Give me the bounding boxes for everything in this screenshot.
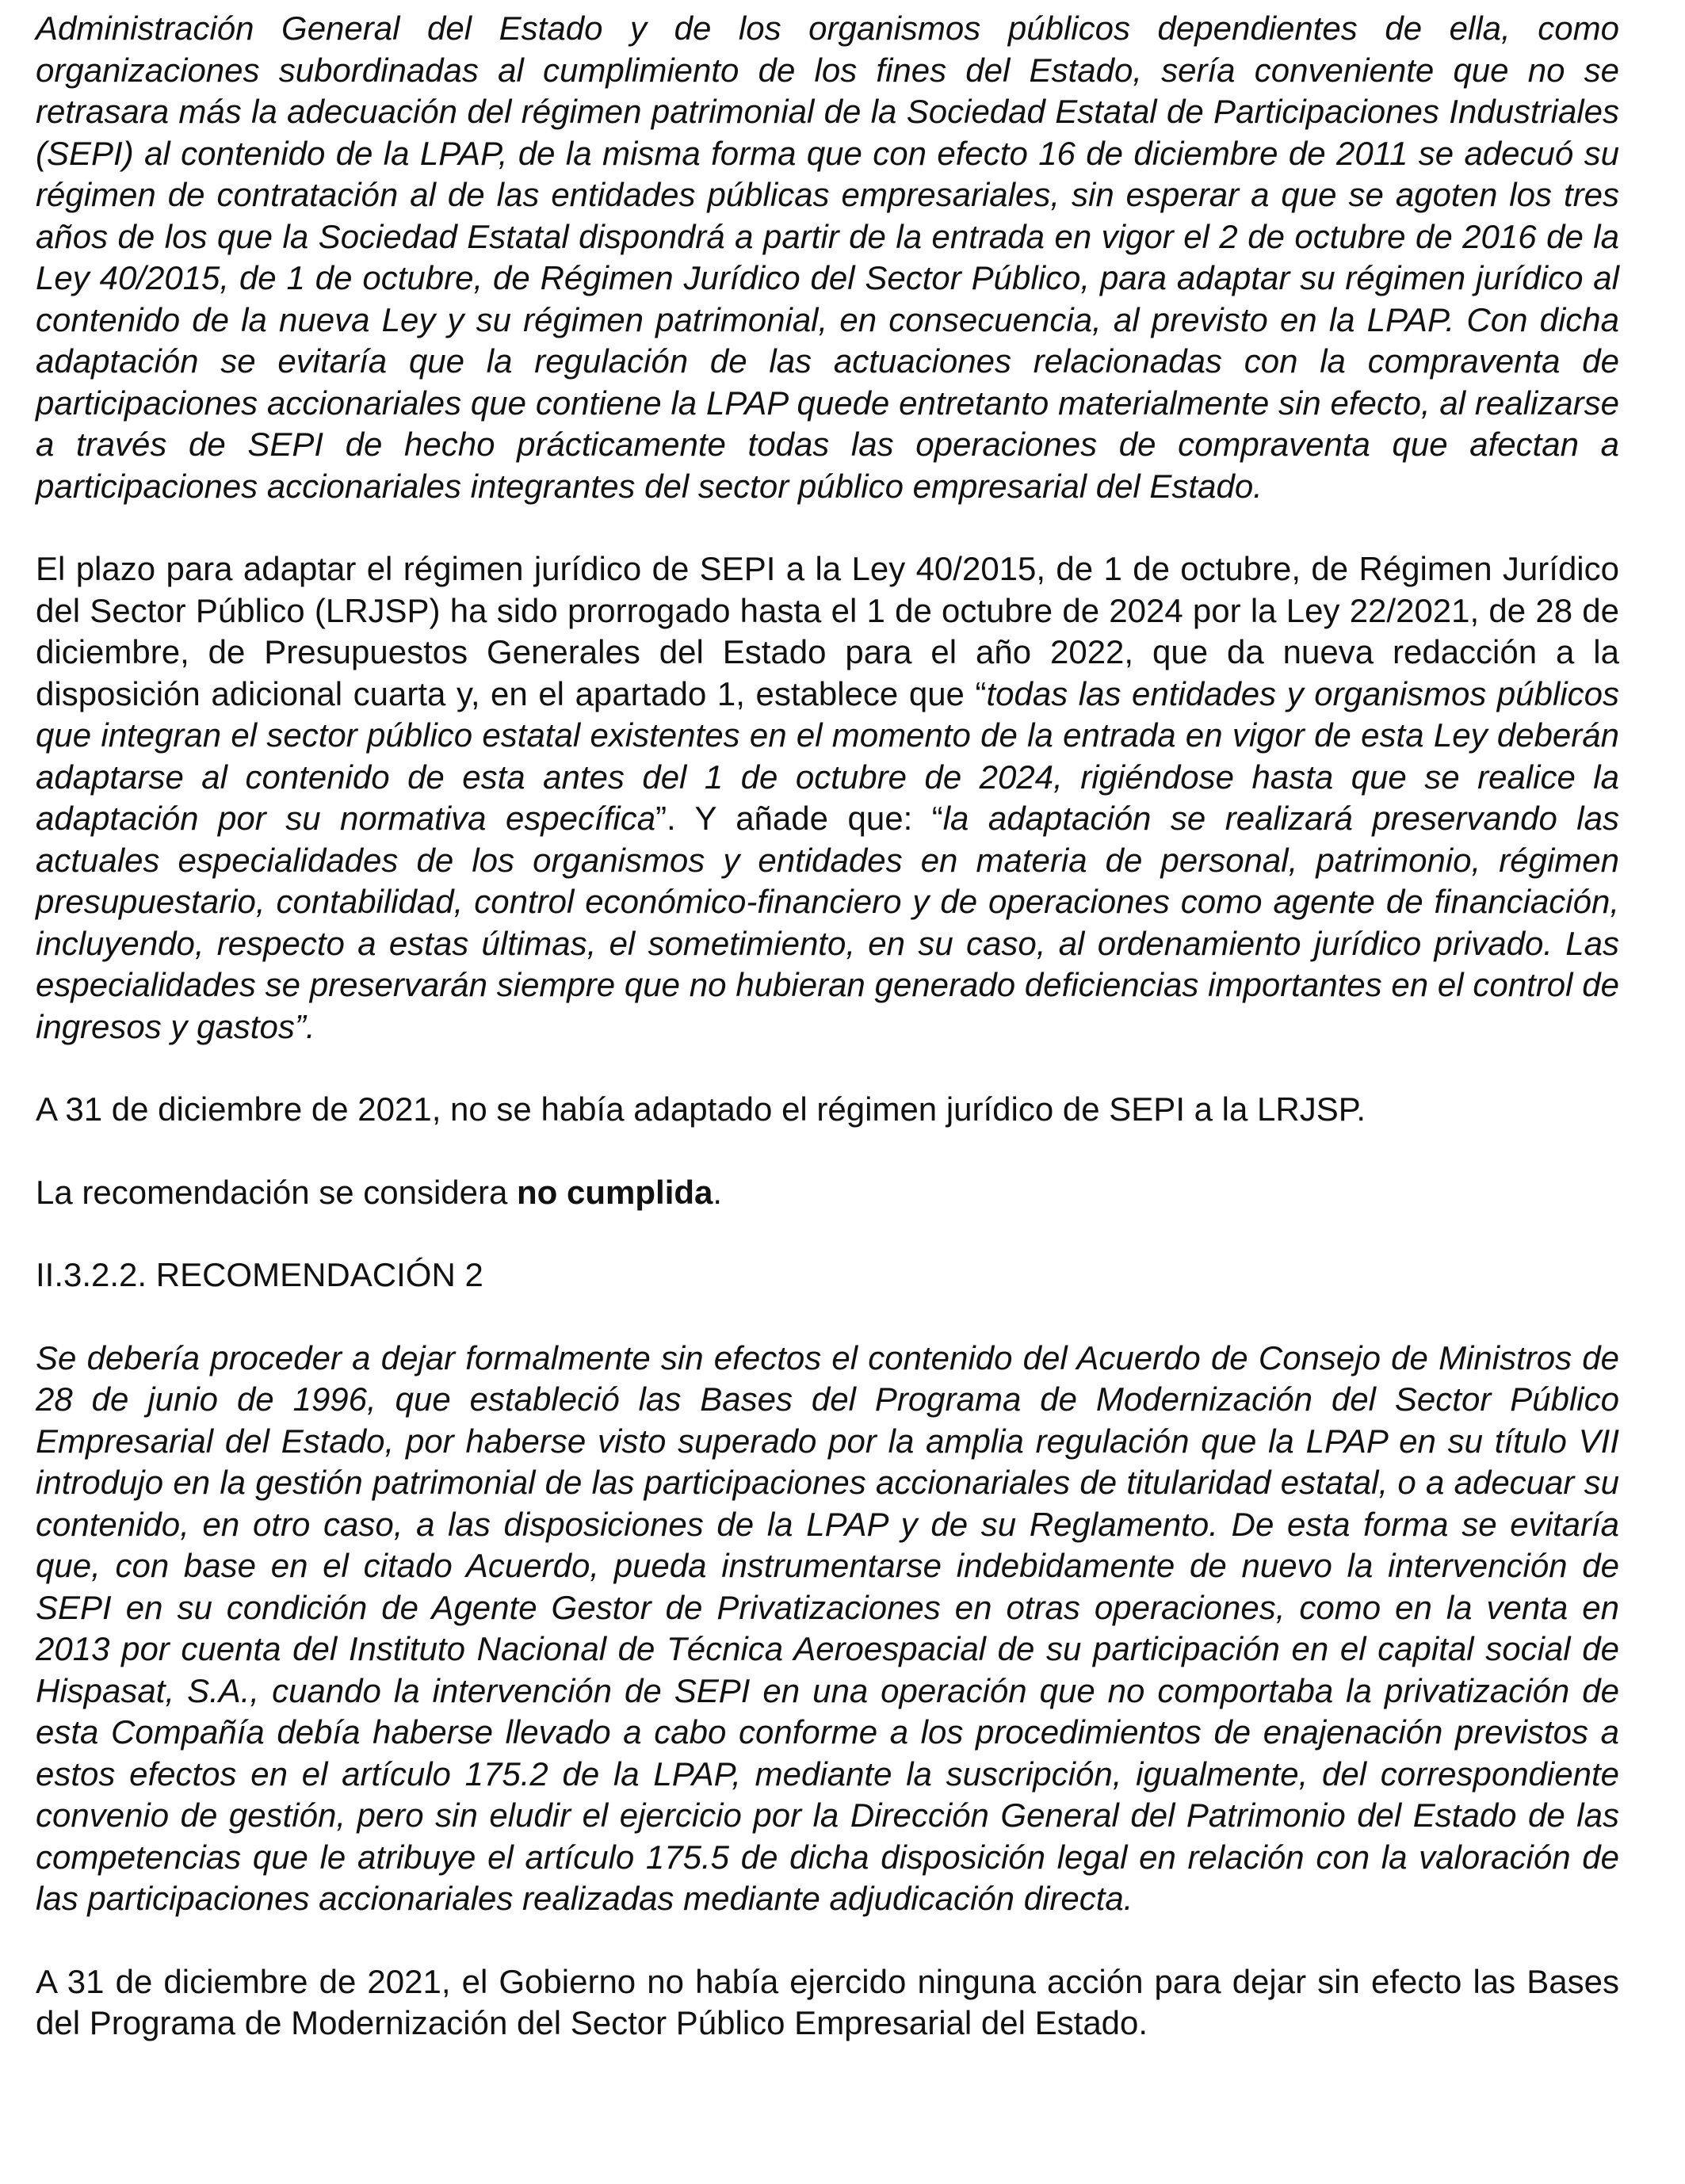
paragraph-sepi-recommendation-1: Administración General del Estado y de los organismos públicos dependientes de ella, como organizaciones subordinadas al cumplimiento de los fines del Estado, sería conveniente que no se retrasara más la adecuación del régimen patrimonial de la Sociedad Estatal de Participaciones Industriales (SEPI) al contenido de la LPAP, de la misma forma que con efecto 16 de diciembre de 2011 se adecuó su régimen de contratación al de las entidades públicas empresariales, sin esperar a que se agoten los tres años de los que la Sociedad Estatal dispondrá a partir de la entrada en vigor el 2 de octubre de 2016 de la Ley 40/2015, de 1 de octubre, de Régimen Jurídico del Sector Público, para adaptar su régimen jurídico al contenido de la nueva Ley y su régimen patrimonial, en consecuencia, al previsto en la LPAP. Con dicha adaptación se evitaría que la regulación de las actuaciones relacionadas con la compraventa de participaciones accionariales que contiene la LPAP quede entretanto materialmente sin efecto, al realizarse a través de SEPI de hecho prácticamente todas las operaciones de compraventa que afectan a participaciones accionariales integrantes del sector público empresarial del Estado. (36, 10, 1619, 505)
quote-adaptacion-especialidades: la adaptación se realizará preservando las actuales especialidades de los organismos y entidades en materia de personal, patrimonio, régimen presupuestario, contabilidad, control económico-financiero y de operaciones como agente de financiación, incluyendo, respecto a estas últimas, el sometimiento, en su caso, al ordenamiento jurídico privado. Las especialidades se preservarán siempre que no hubieran generado deficiencias importantes en el control de ingresos y gastos”. (36, 800, 1619, 1045)
status-prefix: La recomendación se considera (36, 1173, 518, 1211)
section-heading: II.3.2.2. RECOMENDACIÓN 2 (36, 1256, 483, 1293)
paragraph-recomendacion-2: Se debería proceder a dejar formalmente sin efectos el contenido del Acuerdo de Consejo de Ministros de 28 de junio de 1996, que estableció las Bases del Programa de Modernización del Sector Público Empresarial del Estado, por haberse visto superado por la amplia regulación que la LPAP en su título VII introdujo en la gestión patrimonial de las participaciones accionariales de titularidad estatal, o a adecuar su contenido, en otro caso, a las disposiciones de la LPAP y de su Reglamento. De esta forma se evitaría que, con base en el citado Acuerdo, pueda instrumentarse indebidamente de nuevo la intervención de SEPI en su condición de Agente Gestor de Privatizaciones en otras operaciones, como en la venta en 2013 por cuenta del Instituto Nacional de Técnica Aeroespacial de su participación en el capital social de Hispasat, S.A., cuando la intervención de SEPI en una operación que no comportaba la privatización de esta Compañía debía haberse llevado a cabo conforme a los procedimientos de enajenación previstos a estos efectos en el artículo 175.2 de la LPAP, mediante la suscripción, igualmente, del correspondiente convenio de gestión, pero sin eludir el ejercicio por la Dirección General del Patrimonio del Estado de las competencias que le atribuye el artículo 175.5 de dicha disposición legal en relación con la valoración de las participaciones accionariales realizadas mediante adjudicación directa. (36, 1338, 1619, 1917)
quote-disposicion-adicional: todas las entidades y organismos públicos que integran el sector público estatal existentes en el momento de la entrada en vigor de esta Ley deberán adaptarse al contenido de esta antes del 1 de octubre de 2024, rigiéndose hasta que se realice la adaptación por su normativa específica (36, 674, 1620, 837)
document-page (36, 8, 1619, 2086)
paragraph-gobierno-accion: A 31 de diciembre de 2021, el Gobierno no había ejercido ninguna acción para dejar sin efecto las Bases del Programa de Modernización del Sector Público Empresarial del Estado. (36, 1962, 1619, 2041)
paragraph-plazo-intro: El plazo para adaptar el régimen jurídico de SEPI a la Ley 40/2015, de 1 de octubre, de Régimen Jurídico del Sector Público (LRJSP) ha sido prorrogado hasta el 1 de octubre de 2024 por la Ley 22/2021, de 28 de diciembre, de Presupuestos Generales del Estado para el año 2022, que da nueva redacción a la disposición adicional cuarta y, en el apartado 1, establece que “ (36, 550, 1619, 712)
paragraph-recomendacion-status (36, 1172, 1619, 1214)
status-badge: no cumplida (517, 1173, 713, 1211)
paragraph-estado-lrjsp: A 31 de diciembre de 2021, no se había adaptado el régimen jurídico de SEPI a la LRJSP. (36, 1090, 1366, 1128)
paragraph-plazo-adaptacion (36, 548, 1619, 1048)
paragraph-plazo-middle: ”. Y añade que: “ (655, 800, 943, 837)
status-suffix: . (713, 1173, 723, 1211)
